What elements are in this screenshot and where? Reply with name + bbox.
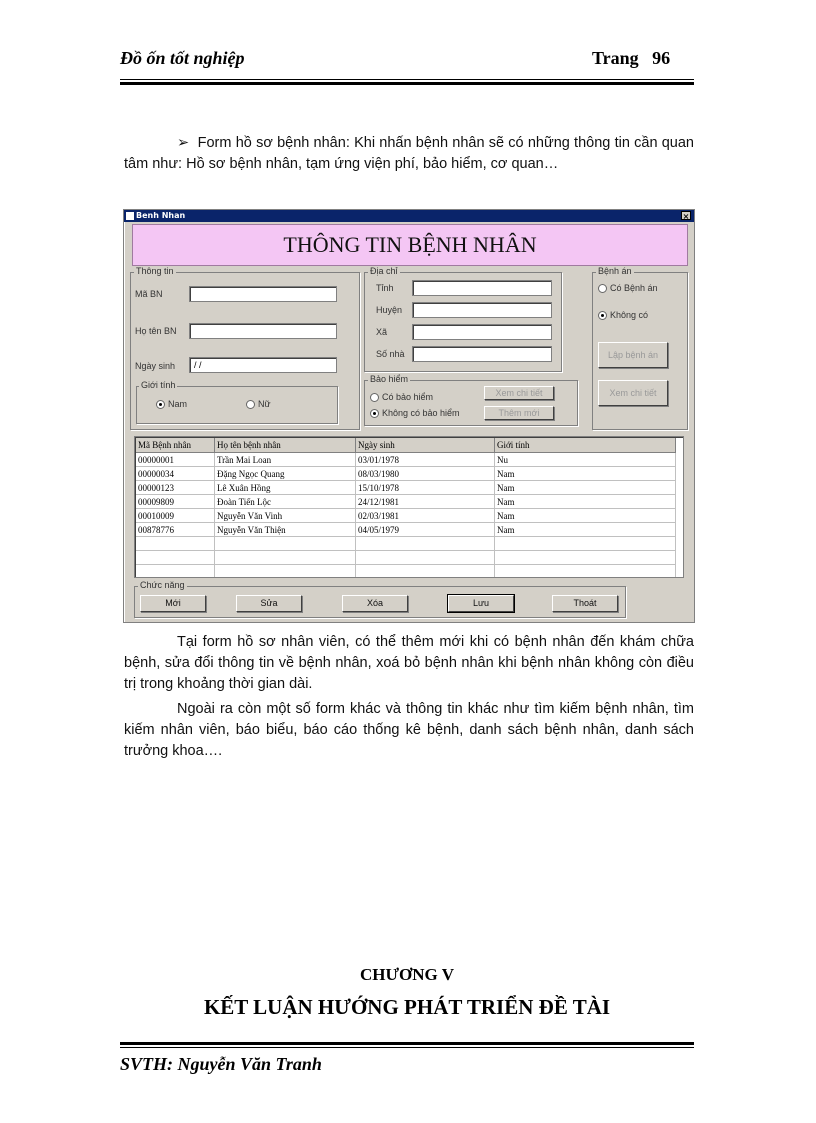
- bao-hiem-them-moi-button[interactable]: Thêm mới: [484, 406, 554, 420]
- sua-button[interactable]: Sửa: [236, 595, 302, 612]
- chapter-title: KẾT LUẬN HƯỚNG PHÁT TRIỂN ĐỀ TÀI: [203, 995, 611, 1019]
- xoa-button[interactable]: Xóa: [342, 595, 408, 612]
- ma-bn-label: Mã BN: [135, 289, 163, 299]
- ngay-sinh-input[interactable]: / /: [189, 357, 337, 373]
- paragraph-3: Ngoài ra còn một số form khác và thông tin khác như tìm kiếm bệnh nhân, tìm kiếm nhân viên, báo biểu, báo cáo thống kê bệnh, danh sách bệnh nhân, danh sách trưởng khoa….: [124, 701, 694, 759]
- khong-benh-an-label: Không có: [610, 310, 649, 320]
- thong-tin-label: Thông tin: [136, 266, 174, 276]
- footer-rule-thick: [120, 1042, 694, 1045]
- lap-benh-an-button[interactable]: Lập bệnh án: [598, 342, 668, 368]
- co-benh-an-label: Có Bệnh án: [610, 283, 658, 293]
- table-row[interactable]: [136, 453, 676, 467]
- gioi-tinh-label: Giới tính: [141, 380, 176, 390]
- header-rule-thin: [120, 79, 694, 80]
- cell-ngay-sinh: 02/03/1981: [356, 509, 495, 523]
- form-banner: THÔNG TIN BỆNH NHÂN: [132, 224, 688, 266]
- khong-bao-hiem-label: Không có bảo hiểm: [382, 408, 460, 418]
- cell-ma: 00000001: [136, 453, 215, 467]
- moi-button[interactable]: Mới: [140, 595, 206, 612]
- paragraph-2: Tại form hồ sơ nhân viên, có thể thêm mới khi có bệnh nhân đến khám chữa bệnh, sửa đổi thông tin về bệnh nhân, xoá bỏ bệnh nhân khi bệnh nhân không còn điều trị trong khoảng thời gian dài.: [124, 634, 694, 692]
- ho-ten-input[interactable]: [189, 323, 337, 339]
- footer-rule-thin: [120, 1047, 694, 1048]
- ho-ten-label: Họ tên BN: [135, 326, 177, 336]
- patient-table: [136, 438, 676, 578]
- gioi-tinh-nam-radio[interactable]: [156, 399, 187, 409]
- table-row[interactable]: [136, 523, 676, 537]
- cell-ngay-sinh: 15/10/1978: [356, 481, 495, 495]
- column-header[interactable]: Họ tên bệnh nhân: [215, 438, 356, 453]
- column-header[interactable]: Mã Bệnh nhân: [136, 438, 215, 453]
- column-header[interactable]: Ngày sinh: [356, 438, 495, 453]
- grid-header-row: [136, 438, 676, 453]
- co-bao-hiem-label: Có bảo hiểm: [382, 392, 434, 402]
- cell-ho-ten: Đặng Ngọc Quang: [215, 467, 356, 481]
- cell-ma: 00000034: [136, 467, 215, 481]
- nu-label: Nữ: [258, 399, 271, 409]
- xa-input[interactable]: [412, 324, 552, 340]
- document-title: Đồ ốn tốt nghiệp: [120, 48, 245, 68]
- table-row-empty[interactable]: [136, 537, 676, 551]
- ngay-sinh-label: Ngày sinh: [135, 361, 176, 371]
- luu-button[interactable]: Lưu: [448, 595, 514, 612]
- table-row-empty[interactable]: [136, 565, 676, 579]
- huyen-input[interactable]: [412, 302, 552, 318]
- cell-ngay-sinh: 08/03/1980: [356, 467, 495, 481]
- cell-ho-ten: Trần Mai Loan: [215, 453, 356, 467]
- header-rule-thick: [120, 82, 694, 85]
- cell-ho-ten: Nguyễn Văn Thiện: [215, 523, 356, 537]
- cell-ma: 00009809: [136, 495, 215, 509]
- gioi-tinh-nu-radio[interactable]: [246, 399, 271, 409]
- ma-bn-input[interactable]: [189, 286, 337, 302]
- tinh-input[interactable]: [412, 280, 552, 296]
- bao-hiem-xem-chi-tiet-button[interactable]: Xem chi tiết: [484, 386, 554, 400]
- xa-label: Xã: [376, 327, 388, 337]
- chuc-nang-label: Chức năng: [140, 580, 185, 590]
- so-nha-input[interactable]: [412, 346, 552, 362]
- radio-checked-icon: [156, 400, 165, 409]
- author-footer: SVTH: Nguyễn Văn Tranh: [120, 1054, 322, 1074]
- so-nha-label: Số nhà: [376, 349, 405, 359]
- cell-ngay-sinh: 04/05/1979: [356, 523, 495, 537]
- page-number: 96: [652, 48, 671, 68]
- radio-unchecked-icon: [246, 400, 255, 409]
- intro-paragraph: [124, 133, 694, 175]
- benh-an-label: Bệnh án: [598, 266, 632, 276]
- cell-ma: 00878776: [136, 523, 215, 537]
- close-icon[interactable]: ×: [682, 212, 690, 221]
- cell-ho-ten: Lê Xuân Hồng: [215, 481, 356, 495]
- intro-text: Form hồ sơ bệnh nhân: Khi nhấn bệnh nhân sẽ có những thông tin cần quan tâm như: Hồ sơ bệnh nhân, tạm ứng viện phí, bảo hiểm, cơ quan…: [124, 135, 694, 172]
- nam-label: Nam: [168, 399, 188, 409]
- huyen-label: Huyện: [376, 305, 403, 315]
- benh-nhan-window: [123, 209, 695, 623]
- thoat-button[interactable]: Thoát: [552, 595, 618, 612]
- table-row[interactable]: [136, 481, 676, 495]
- table-row[interactable]: [136, 509, 676, 523]
- bullet-arrow-icon: ➢: [177, 135, 190, 151]
- column-header[interactable]: Giới tính: [495, 438, 676, 453]
- cell-ngay-sinh: 24/12/1981: [356, 495, 495, 509]
- app-icon: [126, 212, 134, 220]
- radio-checked-icon: [598, 311, 607, 320]
- bao-hiem-label: Bảo hiểm: [370, 374, 409, 384]
- radio-checked-icon: [370, 409, 379, 418]
- window-title: Benh Nhan: [136, 211, 186, 220]
- co-bao-hiem-radio[interactable]: [370, 392, 433, 402]
- cell-ma: 00000123: [136, 481, 215, 495]
- table-row-empty[interactable]: [136, 551, 676, 565]
- radio-unchecked-icon: [370, 393, 379, 402]
- dia-chi-label: Địa chỉ: [370, 266, 398, 276]
- cell-ngay-sinh: 03/01/1978: [356, 453, 495, 467]
- patient-grid[interactable]: [134, 436, 684, 578]
- chapter-number: CHƯƠNG V: [360, 965, 454, 984]
- cell-gioi-tinh: Nu: [495, 453, 676, 467]
- cell-gioi-tinh: Nam: [495, 495, 676, 509]
- cell-gioi-tinh: Nam: [495, 467, 676, 481]
- radio-unchecked-icon: [598, 284, 607, 293]
- co-benh-an-radio[interactable]: [598, 283, 658, 293]
- benh-an-xem-chi-tiet-button[interactable]: Xem chi tiết: [598, 380, 668, 406]
- page-label: Trang: [592, 48, 639, 68]
- window-titlebar: [124, 210, 694, 222]
- cell-gioi-tinh: Nam: [495, 523, 676, 537]
- cell-ho-ten: Nguyễn Văn Vinh: [215, 509, 356, 523]
- cell-ma: 00010009: [136, 509, 215, 523]
- khong-bao-hiem-radio[interactable]: [370, 408, 460, 418]
- cell-gioi-tinh: Nam: [495, 481, 676, 495]
- page-indicator: [592, 48, 670, 69]
- cell-ho-ten: Đoàn Tiến Lộc: [215, 495, 356, 509]
- table-row[interactable]: [136, 467, 676, 481]
- table-row[interactable]: [136, 495, 676, 509]
- khong-benh-an-radio[interactable]: [598, 310, 648, 320]
- cell-gioi-tinh: Nam: [495, 509, 676, 523]
- tinh-label: Tỉnh: [376, 283, 394, 293]
